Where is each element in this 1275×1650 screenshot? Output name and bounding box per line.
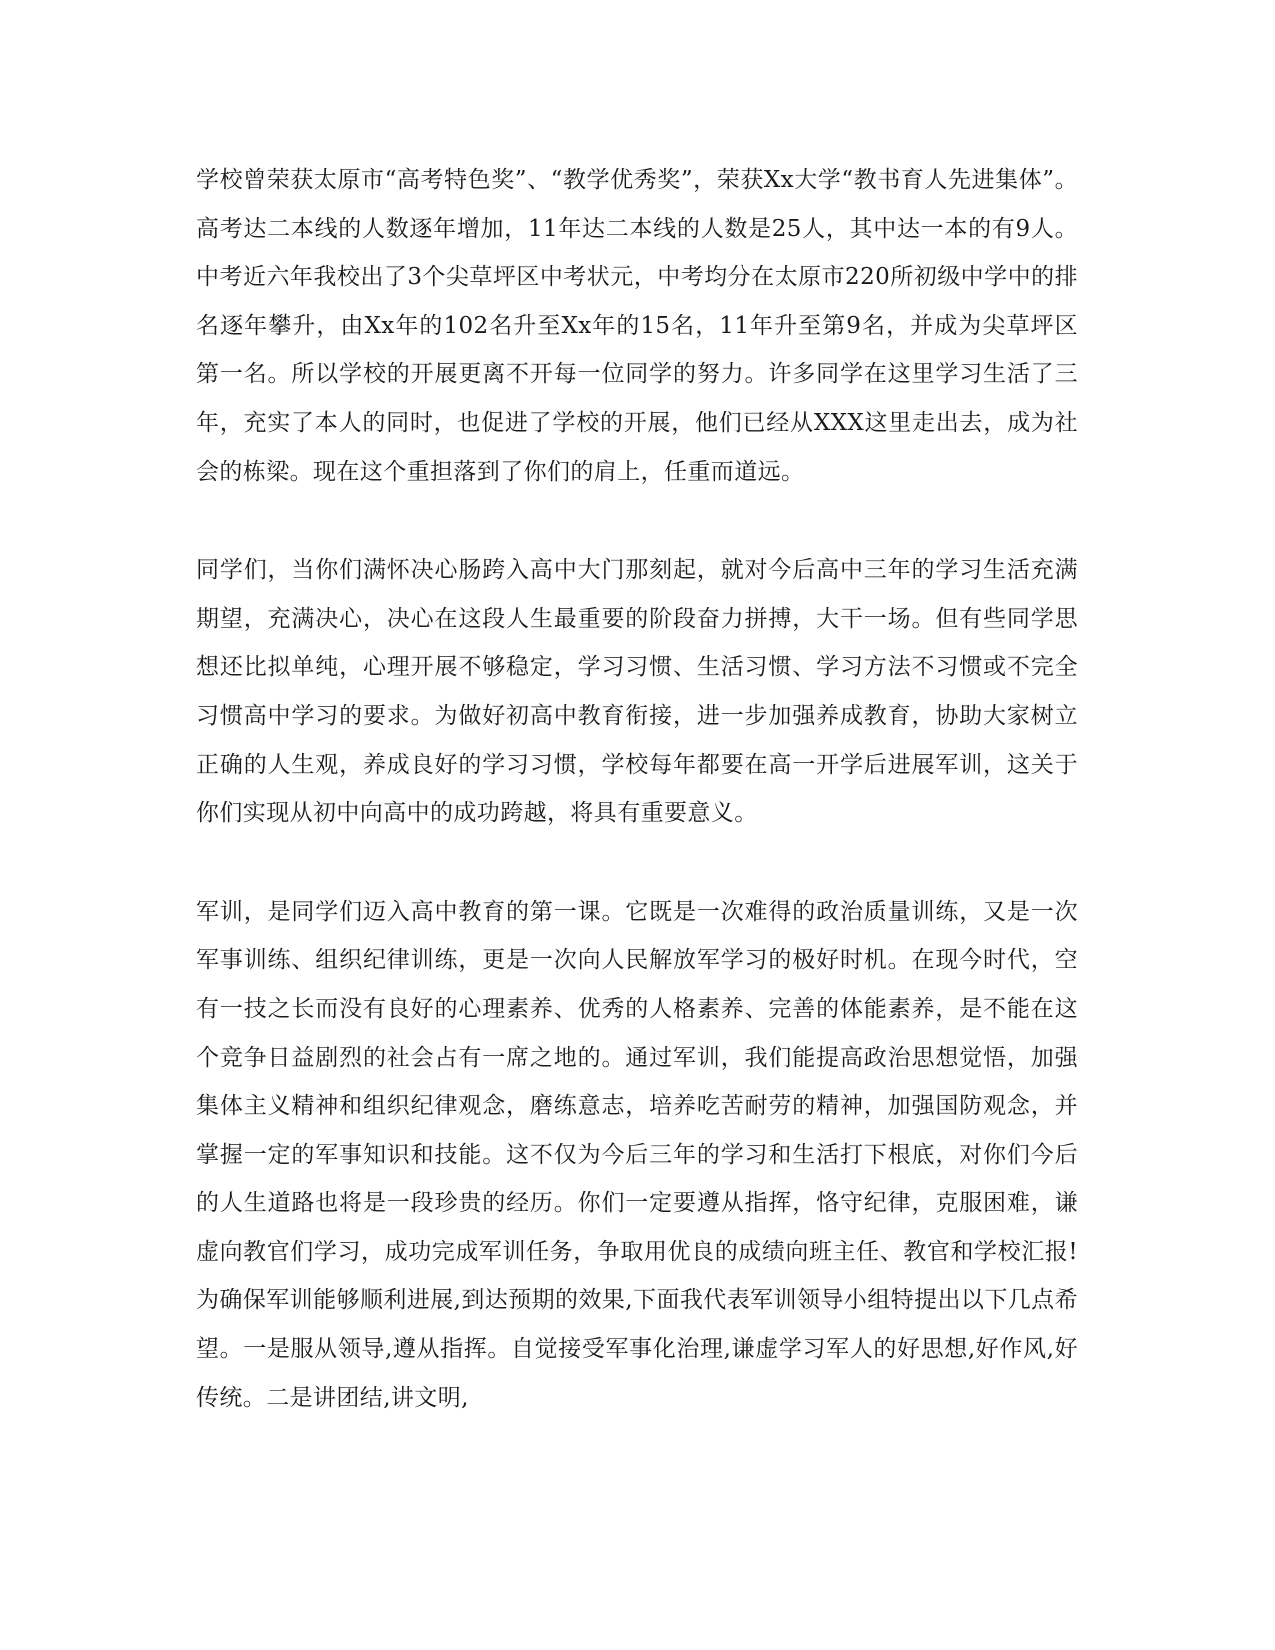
paragraph-school-achievements: 学校曾荣获太原市“高考特色奖”、“教学优秀奖”，荣获Xx大学“教书育人先进集体”。高考达二本线的人数逐年增加，11年达二本线的人数是25人，其中达一本的有9人。中考近六年我校出了3个尖草坪区中考状元，中考均分在太原市220所初级中学中的排名逐年攀升，由Xx年的102名升至Xx年的15名，11年升至第9名，并成为尖草坪区第一名。所以学校的开展更离不开每一位同学的努力。许多同学在这里学习生活了三年，充实了本人的同时，也促进了学校的开展，他们已经从XXX这里走出去，成为社会的栋梁。现在这个重担落到了你们的肩上，任重而道远。: [196, 167, 1078, 485]
document-body: [196, 156, 1078, 1422]
paragraph-students-expectations: 同学们，当你们满怀决心肠跨入高中大门那刻起，就对今后高中三年的学习生活充满期望，充满决心，决心在这段人生最重要的阶段奋力拼搏，大干一场。但有些同学思想还比拟单纯，心理开展不够稳定，学习习惯、生活习惯、学习方法不习惯或不完全习惯高中学习的要求。为做好初高中教育衔接，进一步加强养成教育，协助大家树立正确的人生观，养成良好的学习习惯，学校每年都要在高一开学后进展军训，这关于你们实现从初中向高中的成功跨越，将具有重要意义。: [196, 557, 1078, 827]
paragraph-military-training: 军训，是同学们迈入高中教育的第一课。它既是一次难得的政治质量训练，又是一次军事训练、组织纪律训练，更是一次向人民解放军学习的极好时机。在现今时代，空有一技之长而没有良好的心理素养、优秀的人格素养、完善的体能素养，是不能在这个竞争日益剧烈的社会占有一席之地的。通过军训，我们能提高政治思想觉悟，加强集体主义精神和组织纪律观念，磨练意志，培养吃苦耐劳的精神，加强国防观念，并掌握一定的军事知识和技能。这不仅为今后三年的学习和生活打下根底，对你们今后的人生道路也将是一段珍贵的经历。你们一定要遵从指挥，恪守纪律，克服困难，谦虚向教官们学习，成功完成军训任务，争取用优良的成绩向班主任、教官和学校汇报!为确保军训能够顺利进展,到达预期的效果,下面我代表军训领导小组特提出以下几点希望。一是服从领导,遵从指挥。自觉接受军事化治理,谦虚学习军人的好思想,好作风,好传统。二是讲团结,讲文明,: [196, 898, 1078, 1411]
